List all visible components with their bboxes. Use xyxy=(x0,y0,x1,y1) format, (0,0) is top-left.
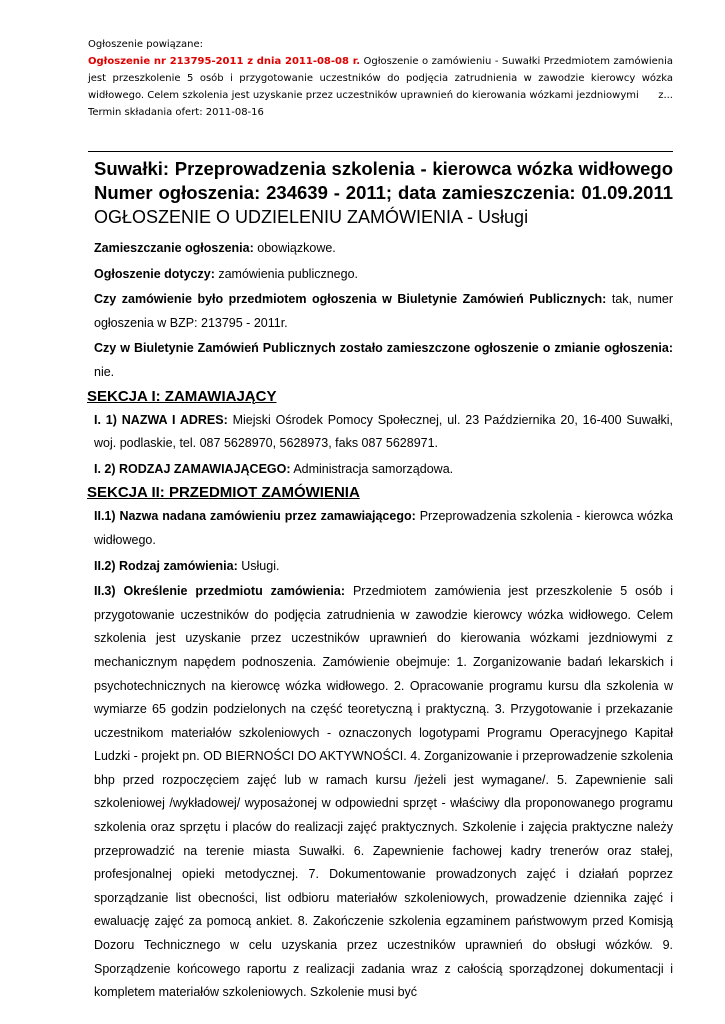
section2-field xyxy=(94,555,673,579)
intro-field xyxy=(94,288,673,335)
notice-title xyxy=(94,157,673,205)
related-deadline: Termin składania ofert: 2011-08-16 xyxy=(88,107,264,118)
field-value: Przedmiotem zamówienia jest przeszkolenie 5 osób i przygotowanie uczestników do podjęcia zatrudnienia w zawodzie kierowcy wózka widłowego. Celem szkolenia jest uzyskanie przez uczestników uprawnień do kierowania wózkami jezdniowymi z mechanicznym napędem podnoszenia. Zamówienie obejmuje: 1. Zorganizowanie badań lekarskich i psychotechnicznych na kierowcę wózka widłowego. 2. Opracowanie programu kursu dla szkolenia w wymiarze 65 godzin podzielonych na część teoretyczną i praktyczną. 3. Przygotowanie i przekazanie uczestnikom materiałów szkoleniowych - oznaczonych logotypami Programu Operacyjnego Kapitał Ludzki - projekt pn. OD BIERNOŚCI DO AKTYWNOŚCI. 4. Zorganizowanie i przeprowadzenie szkolenia bhp przed rozpoczęciem zajęć lub w ramach kursu /jeżeli jest wymagane/. 5. Zapewnienie sali szkoleniowej /wykładowej/ wyposażonej w odpowiedni sprzęt - właściwy dla proponowanego programu szkolenia oraz sprzętu i placów do realizacji zajęć praktycznych. Szkolenie i zajęcia praktyczne należy przeprowadzić na terenie miasta Suwałki. 6. Zapewnienie fachowej kadry trenerów oraz stałej, profesjonalnej opieki metodycznej. 7. Dokumentowanie prowadzonych zajęć i działań poprzez sporządzanie list obecności, list odbioru materiałów szkoleniowych, prowadzenie dziennika zajęć i ewaluację zajęć za pomocą ankiet. 8. Zakończenie szkolenia egzaminem państwowym przed Komisją Dozoru Technicznego w celu uzyskania przez uczestników uprawnień do obsługi wózków. 9. Sporządzenie końcowego raportu z realizacji zadania wraz z całością sporządzonej dokumentacji i kompletem materiałów szkoleniowych. Szkolenie musi być xyxy=(94,584,673,1000)
section2-field xyxy=(94,505,673,552)
notice-title-line1: Suwałki: Przeprowadzenia szkolenia - kierowca wózka widłowego xyxy=(94,158,673,179)
field-value: obowiązkowe. xyxy=(253,241,336,255)
notice-body xyxy=(87,237,673,1005)
notice-type: OGŁOSZENIE O UDZIELENIU ZAMÓWIENIA - Usługi xyxy=(94,207,529,227)
intro-field xyxy=(94,263,673,287)
notice-main xyxy=(87,157,673,1007)
related-summary-block xyxy=(88,53,673,104)
section1-field xyxy=(94,409,673,456)
section1-field xyxy=(94,458,673,482)
section-heading-1: SEKCJA I: ZAMAWIAJĄCY xyxy=(87,387,277,405)
field-label: II.3) Określenie przedmiotu zamówienia: xyxy=(94,584,345,599)
field-value: zamówienia publicznego. xyxy=(214,266,358,281)
related-notice-link[interactable]: Ogłoszenie nr 213795-2011 z dnia 2011-08-08 r. xyxy=(88,56,361,67)
field-label: Czy zamówienie było przedmiotem ogłoszenia w Biuletynie Zamówień Publicznych: xyxy=(94,292,607,307)
field-label: II.2) Rodzaj zamówienia: xyxy=(94,558,238,573)
related-notice xyxy=(88,36,673,121)
section2-field xyxy=(94,580,673,1005)
section-heading-2: SEKCJA II: PRZEDMIOT ZAMÓWIENIA xyxy=(87,484,360,502)
related-label: Ogłoszenie powiązane: xyxy=(88,39,204,50)
field-label: I. 1) NAZWA I ADRES: xyxy=(94,412,228,427)
related-ellipsis: z... xyxy=(658,90,673,101)
field-label: I. 2) RODZAJ ZAMAWIAJĄCEGO: xyxy=(94,461,291,476)
related-summary: Ogłoszenie o zamówieniu - Suwałki Przedmiotem zamówienia jest przeszkolenie 5 osób i przygotowanie uczestników do podjęcia zatrudnienia w zawodzie kierowcy wózka widłowego. Celem szkolenia jest uzyskanie przez uczestników uprawnień do kierowania wózkami jezdniowymi xyxy=(88,56,673,101)
field-label: Zamieszczanie ogłoszenia: xyxy=(94,241,254,255)
field-value: tak, numer ogłoszenia w BZP: 213795 - 2011r. xyxy=(94,292,673,330)
field-value: Administracja samorządowa. xyxy=(290,461,454,476)
field-label: II.1) Nazwa nadana zamówieniu przez zamawiającego: xyxy=(94,509,416,524)
intro-field xyxy=(94,237,673,261)
intro-field xyxy=(94,337,673,384)
field-value: nie. xyxy=(94,364,115,379)
field-label: Ogłoszenie dotyczy: xyxy=(94,266,215,281)
field-label: Czy w Biuletynie Zamówień Publicznych zostało zamieszczone ogłoszenie o zmianie ogłoszenia: xyxy=(94,341,673,356)
separator-line xyxy=(88,151,673,152)
field-value: Przeprowadzenia szkolenia - kierowca wózka widłowego. xyxy=(94,509,673,547)
field-value: Miejski Ośrodek Pomocy Społecznej, ul. 23 Października 20, 16-400 Suwałki, woj. podlaskie, tel. 087 5628970, 5628973, faks 087 5628971. xyxy=(94,412,673,451)
field-value: Usługi. xyxy=(237,558,280,573)
notice-title-line2: Numer ogłoszenia: 234639 - 2011; data zamieszczenia: 01.09.2011 xyxy=(94,182,673,203)
